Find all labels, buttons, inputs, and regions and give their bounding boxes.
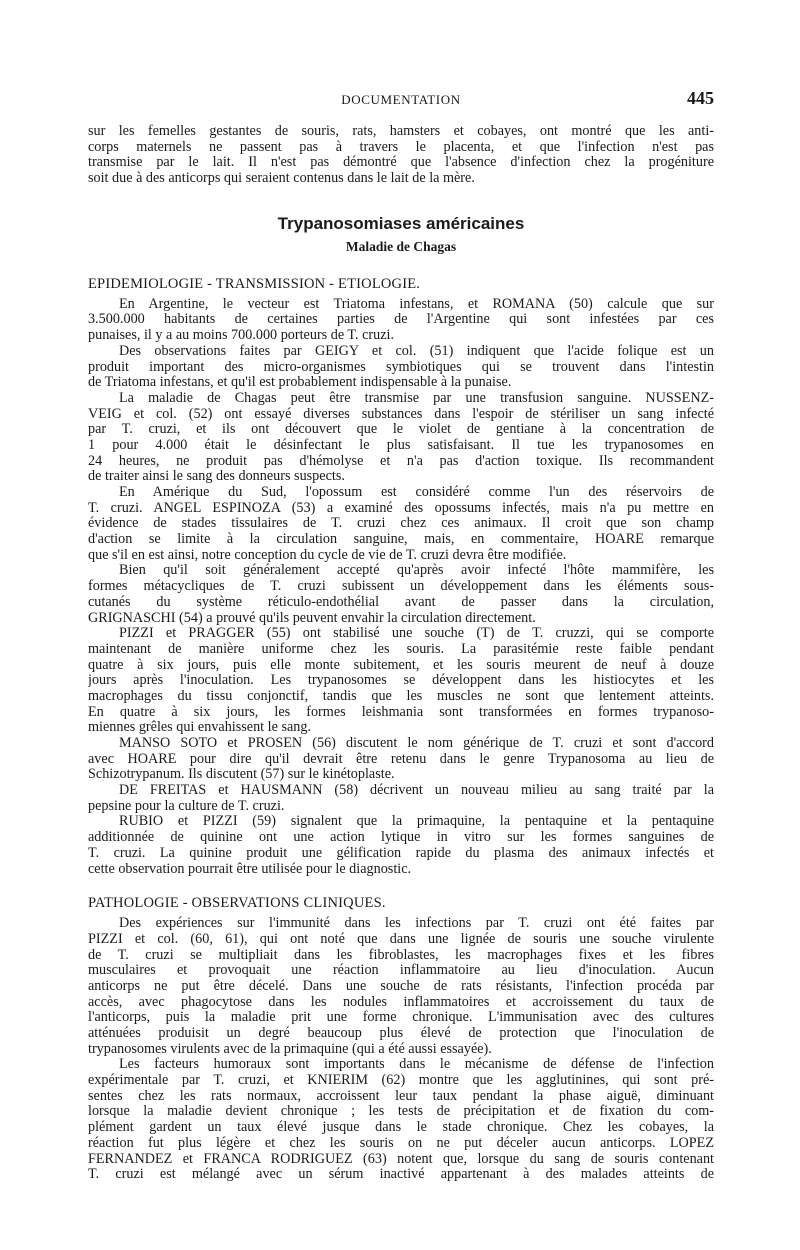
text-line: lorsque la maladie devient chronique ; les tests de précipitation et de fixation du com- xyxy=(88,1104,714,1120)
text-line: GRIGNASCHI (54) a prouvé qu'ils peuvent envahir la circulation directement. xyxy=(88,610,536,626)
text-line: musculaires et provoquait une réaction inflammatoire au lieu d'inoculation. Aucun xyxy=(88,963,714,979)
text-line: évidence de stades tissulaires de T. cruzi chez ces animaux. Il croit que son champ xyxy=(88,516,714,532)
text-line: réaction fut plus légère et chez les souris on ne put déceler aucun anticorps. LOPEZ xyxy=(88,1135,714,1151)
text-line: MANSO SOTO et PROSEN (56) discutent le nom générique de T. cruzi et sont d'accord xyxy=(119,736,714,751)
text-line: de T. cruzi se multipliait dans les fibroblastes, les macrophages fixes et les fibres xyxy=(88,947,714,963)
text-line: de traiter ainsi le sang des donneurs suspects. xyxy=(88,469,345,485)
text-line: Des observations faites par GEIGY et col. (51) indiquent que l'acide folique est un xyxy=(119,343,714,359)
pathology-heading: PATHOLOGIE - OBSERVATIONS CLINIQUES. xyxy=(88,895,386,912)
intro-paragraph xyxy=(88,124,714,187)
text-line: 1 pour 4.000 était le désinfectant le plus satisfaisant. Il tue les trypanosomes en xyxy=(88,437,714,453)
text-line: que s'il en est ainsi, notre conception du cycle de vie de T. cruzi devra être modifiée. xyxy=(88,547,567,563)
text-line: additionnée de quinine ont une action lytique in vitro sur les formes sanguines de xyxy=(88,830,714,846)
text-line: plément gardent un taux élevé jusque dans le stade chronique. Chez les cobayes, la xyxy=(88,1120,714,1136)
text-line: La maladie de Chagas peut être transmise par une transfusion sanguine. NUSSENZ- xyxy=(119,390,714,406)
text-line: formes métacycliques de T. cruzi subissent un développement dans les éléments sous- xyxy=(88,579,714,595)
text-line: RUBIO et PIZZI (59) signalent que la primaquine, la pentaquine et la pentaquine xyxy=(119,814,714,830)
text-line: Des expériences sur l'immunité dans les infections par T. cruzi ont été faites par xyxy=(119,916,714,932)
running-title: DOCUMENTATION xyxy=(341,92,461,107)
text-line: T. cruzi. ANGEL ESPINOZA (53) a examiné des opossums infectés, mais n'a pu mettre en xyxy=(88,500,714,516)
text-line: 3.500.000 habitants de certaines parties de l'Argentine qui sont infestées par ces xyxy=(88,312,714,328)
page-body xyxy=(88,124,714,1183)
pathology-section xyxy=(88,895,714,1183)
page-number: 445 xyxy=(687,88,714,108)
page-header xyxy=(88,88,714,112)
text-line: Schizotrypanum. Ils discutent (57) sur le kinétoplaste. xyxy=(88,767,395,783)
text-line: T. cruzi. La quinine produit une gélification rapide du plasma des animaux infectés et xyxy=(88,845,714,861)
text-line: anticorps ne put être décelé. Dans une souche de rats résistants, l'infection procéda par xyxy=(88,978,714,994)
epidemiology-heading: EPIDEMIOLOGIE - TRANSMISSION - ETIOLOGIE. xyxy=(88,275,421,292)
text-line: par T. cruzi, et ils ont découvert que le violet de gentiane à la concentration de xyxy=(88,422,714,438)
text-line: pepsine pour la culture de T. cruzi. xyxy=(88,798,285,814)
text-line: Les facteurs humoraux sont importants dans le mécanisme de défense de l'infection xyxy=(119,1057,714,1073)
text-line: l'anticorps, puis la maladie prit une forme chronique. L'immunisation avec des cultures xyxy=(88,1010,714,1026)
text-line: de Triatoma infestans, et qu'il est probablement indispensable à la punaise. xyxy=(88,375,512,391)
text-line: transmise par le lait. Il n'est pas démontré que l'absence d'infection chez la progéniture xyxy=(88,155,714,171)
text-line: PIZZI et col. (60, 61), qui ont noté que dans une lignée de souris une souche virulente xyxy=(88,931,714,947)
text-line: DE FREITAS et HAUSMANN (58) décrivent un nouveau milieu au sang traité par la xyxy=(119,783,714,799)
text-line: T. cruzi est mélangé avec un sérum inactivé appartenant à des malades atteints de xyxy=(88,1167,714,1183)
section-title: Trypanosomiases américaines xyxy=(277,213,525,233)
epidemiology-section xyxy=(88,276,714,877)
text-line: sur les femelles gestantes de souris, rats, hamsters et cobayes, ont montré que les anti- xyxy=(88,124,714,139)
text-line: jours après l'inoculation. Les trypanosomes se développent dans les histiocytes et les xyxy=(88,673,714,689)
text-line: En Amérique du Sud, l'opossum est considéré comme l'un des réservoirs de xyxy=(119,485,714,500)
text-line: PIZZI et PRAGGER (55) ont stabilisé une souche (T) de T. cruzzi, qui se comporte xyxy=(119,626,714,642)
text-line: sentes chez les rats normaux, accroissent leur taux pendant la phase aiguë, diminuant xyxy=(88,1088,714,1104)
text-line: Bien qu'il soit généralement accepté qu'après avoir infecté l'hôte mammifère, les xyxy=(119,563,714,579)
text-line: atténuées produisit un degré beaucoup plus élevé de protection que l'inoculation de xyxy=(88,1026,714,1041)
text-line: accès, avec phagocytose dans les nodules inflammatoires et accroissement du taux de xyxy=(88,994,714,1010)
text-line: expérimentale par T. cruzi, et KNIERIM (62) montre que les agglutinines, qui sont pré- xyxy=(88,1073,714,1089)
section-subtitle: Maladie de Chagas xyxy=(345,238,457,254)
text-line: cutanés du système réticulo-endothélial avant de passer dans la circulation, xyxy=(88,594,714,610)
text-line: 24 heures, ne produit pas d'hémolyse et n'a pas d'action toxique. Ils recommandent xyxy=(88,453,714,469)
text-line: quatre à six jours, puis elle monte subitement, et les souris meurent de neuf à douze xyxy=(88,657,714,673)
text-line: avec HOARE pour dire qu'il devrait être retenu dans le genre Trypanosoma au lieu de xyxy=(88,751,714,767)
text-line: corps maternels ne passent pas à travers le placenta, et que l'infection n'est pas xyxy=(88,139,714,155)
text-line: VEIG et col. (52) ont essayé diverses substances dans l'espoir de stériliser un sang infecté xyxy=(88,406,714,422)
text-line: produit important des micro-organismes symbiotiques qui se trouvent dans l'intestin xyxy=(88,359,714,375)
text-line: macrophages du tissu conjonctif, tandis que les muscles ne sont que lentement atteints. xyxy=(88,688,714,704)
text-line: miennes grêles qui envahissent le sang. xyxy=(88,720,312,736)
text-line: cette observation pourrait être utilisée pour le diagnostic. xyxy=(88,861,412,877)
text-line: En Argentine, le vecteur est Triatoma infestans, et ROMANA (50) calcule que sur xyxy=(119,296,714,312)
text-line: punaises, il y a au moins 700.000 porteurs de T. cruzi. xyxy=(88,328,395,344)
text-line: En quatre à six jours, les formes leishmania sont transformées en formes trypanoso- xyxy=(88,704,714,720)
text-line: soit due à des anticorps qui seraient contenus dans le lait de la mère. xyxy=(88,171,475,187)
text-line: FERNANDEZ et FRANCA RODRIGUEZ (63) notent que, lorsque du sang de souris contenant xyxy=(88,1151,714,1167)
text-line: maintenant de manière uniforme chez les souris. La parasitémie reste faible pendant xyxy=(88,641,714,657)
text-line: d'action se limite à la circulation sanguine, mais, en commentaire, HOARE remarque xyxy=(88,532,714,548)
text-line: trypanosomes virulents avec de la primaquine (qui a été aussi essayée). xyxy=(88,1041,492,1057)
